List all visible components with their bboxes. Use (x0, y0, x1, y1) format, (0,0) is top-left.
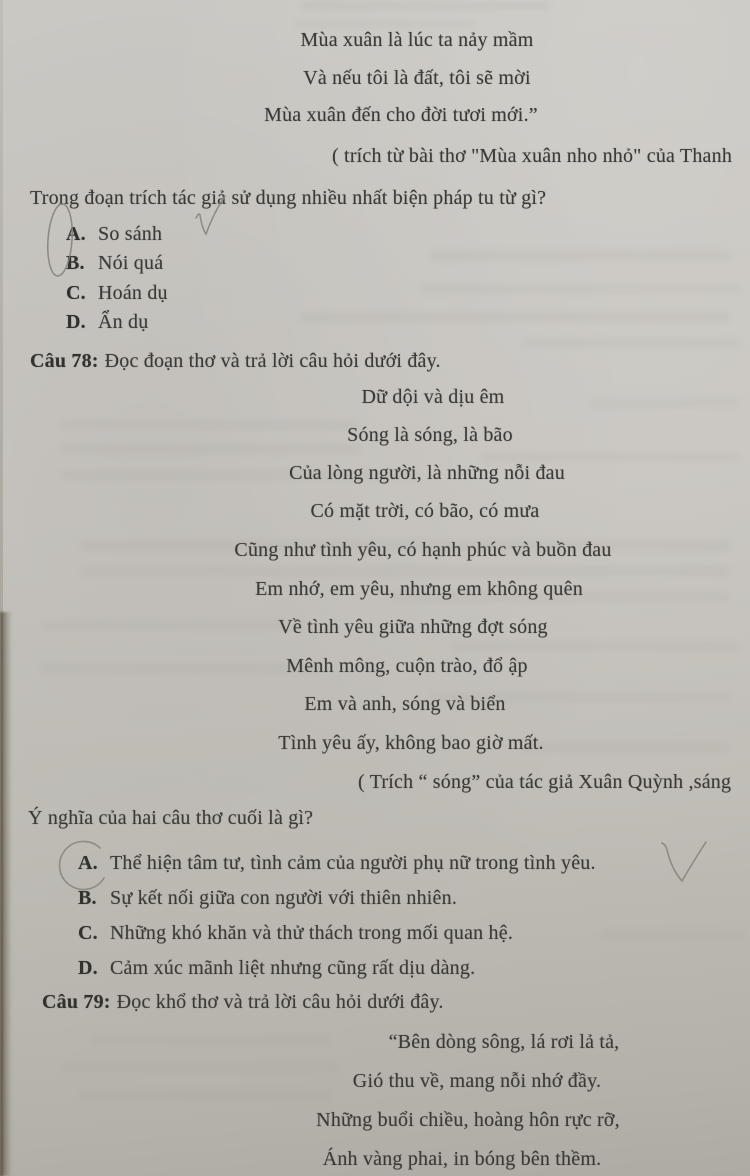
option-row-d (66, 310, 148, 334)
poem-line: Dữ dội và dịu êm (361, 386, 505, 408)
poem-line: Tình yêu ấy, không bao giờ mất. (278, 732, 544, 754)
option-letter: D. (78, 957, 98, 979)
option-text: Cảm xúc mãnh liệt nhưng cũng rất dịu dàng. (110, 957, 476, 979)
poem-line: Sóng là sóng, là bão (347, 424, 513, 446)
poem-line: Em nhớ, em yêu, nhưng em không quên (255, 578, 583, 600)
question-number-label: Câu 78: (30, 350, 99, 372)
poem-line: Có mặt trời, có bão, có mưa (310, 500, 540, 522)
ghost-text-band (295, 20, 475, 28)
question-instruction: Đọc đoạn thơ và trả lời câu hỏi dưới đây. (104, 350, 441, 372)
option-text: Thể hiện tâm tư, tình cảm của người phụ nữ trong tình yêu. (110, 852, 596, 874)
question-78-heading (30, 349, 441, 373)
option-text: So sánh (98, 223, 163, 245)
ghost-text-band (300, 312, 730, 322)
poem-line: Cũng như tình yêu, có hạnh phúc và buồn đau (234, 539, 612, 561)
question-79-heading (42, 990, 444, 1014)
option-letter: C. (66, 282, 86, 304)
question-text: Trong đoạn trích tác giả sử dụng nhiều nhất biện pháp tu từ gì? (30, 187, 547, 209)
poem-line: Mênh mông, cuộn trào, đổ ập (286, 655, 528, 677)
ghost-text-band (600, 930, 745, 940)
ghost-text-band (80, 566, 730, 576)
poem-attribution: ( Trích “ sóng” của tác giả Xuân Quỳnh ,sáng (358, 771, 732, 793)
option-letter: B. (78, 887, 97, 909)
option-row-a (78, 851, 596, 875)
option-text: Ẩn dụ (98, 311, 149, 333)
page-spine-shadow (0, 612, 12, 1176)
poem-line: Em và anh, sóng và biển (304, 693, 506, 715)
option-text: Nói quá (98, 252, 164, 274)
question-instruction: Đọc khổ thơ và trả lời câu hỏi dưới đây. (116, 991, 444, 1013)
question-number-label: Câu 79: (42, 991, 111, 1013)
poem-line: Và nếu tôi là đất, tôi sẽ mời (303, 67, 531, 89)
poem-line: “Bên dòng sông, lá rơi lả tả, (388, 1031, 620, 1053)
poem-line: Của lòng người, là những nỗi đau (289, 462, 565, 484)
poem-line: Mùa xuân đến cho đời tươi mới.” (264, 104, 538, 126)
poem-line: Về tình yêu giữa những đợt sóng (278, 616, 548, 638)
option-letter: B. (66, 252, 85, 274)
pen-checkmark-q78 (662, 842, 706, 881)
poem-line: Ánh vàng phai, in bóng bên thềm. (322, 1148, 602, 1170)
option-text: Những khó khăn và thử thách trong mối quan hệ. (110, 922, 514, 944)
option-row-b (78, 886, 457, 910)
option-letter: D. (66, 311, 86, 333)
poem-line: Gió thu về, mang nỗi nhớ đầy. (352, 1070, 602, 1092)
poem-attribution: ( trích từ bài thơ "Mùa xuân nho nhỏ" của Thanh (332, 145, 733, 167)
option-row-b (66, 251, 163, 275)
option-row-d (78, 956, 475, 980)
option-letter: A. (78, 852, 98, 874)
ghost-text-band (430, 250, 730, 261)
question-text: Ý nghĩa của hai câu thơ cuối là gì? (28, 807, 314, 829)
option-row-c (78, 921, 513, 945)
option-row-c (66, 281, 168, 305)
ghost-text-band (450, 641, 740, 651)
option-letter: A. (66, 223, 86, 245)
option-letter: C. (78, 922, 98, 944)
ghost-text-band (420, 284, 740, 294)
option-text: Hoán dụ (98, 282, 168, 304)
option-text: Sự kết nối giữa con người với thiên nhiên. (110, 887, 458, 909)
option-row-a (66, 222, 162, 246)
ghost-text-band (520, 338, 740, 348)
ghost-text-band (300, 2, 550, 10)
poem-line: Mùa xuân là lúc ta nảy mầm (300, 29, 534, 51)
poem-line: Những buổi chiều, hoàng hôn rực rỡ, (316, 1109, 620, 1131)
